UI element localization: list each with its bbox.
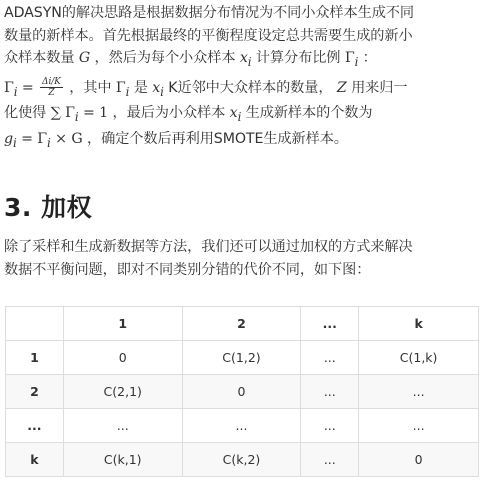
table-cell: ... (301, 409, 359, 443)
row-header-cell: 1 (6, 341, 64, 375)
text-segment: ，其中 (69, 79, 112, 96)
table-row (6, 341, 479, 375)
table-cell: C(2,1) (63, 375, 182, 409)
para1-line4 (4, 74, 482, 102)
row-header-cell: 2 (6, 375, 64, 409)
para2-line1: 除了采样和生成新数据等方法，我们还可以通过加权的方式来解决 (4, 239, 413, 255)
cost-matrix-table (5, 306, 479, 477)
table-cell: ... (301, 375, 359, 409)
para1-line3 (4, 47, 482, 73)
para1-line6 (4, 128, 482, 154)
header-cell: ... (301, 307, 359, 341)
math-gamma-i-def: $\Gamma_i$ = (4, 79, 39, 99)
table-cell: ... (301, 341, 359, 375)
section-heading: 3. 加权 (4, 193, 93, 222)
text-segment: 生成新样本的个数为 (245, 104, 373, 121)
math-G: G (78, 50, 91, 67)
table-cell: ... (301, 443, 359, 477)
text-segment: 是 (133, 79, 148, 96)
para1-line2: 数量的新样本。首先根据最终的平衡程度设定总共需要生成的新小 (4, 27, 413, 44)
text-segment: 计算分布比例 (255, 50, 341, 67)
table-cell: 0 (182, 375, 301, 409)
table-cell: ... (182, 409, 301, 443)
text-segment: 化使得 (4, 104, 47, 121)
math-xi: $x_i$ (152, 79, 164, 99)
table-cell: C(k,2) (182, 443, 301, 477)
text-segment: ： (362, 50, 377, 67)
math-gamma-i: $\Gamma_i$ (115, 79, 130, 99)
table-cell: C(1,2) (182, 341, 301, 375)
para1-line5 (4, 102, 482, 128)
header-cell: 2 (182, 307, 301, 341)
table-row (6, 375, 479, 409)
math-xi: $x_i$ (239, 50, 252, 70)
table-cell: ... (63, 409, 182, 443)
text-segment: 众样本数量 (4, 50, 75, 67)
math-gi-rhs: = $\Gamma_i \times G$ (21, 131, 83, 150)
para1-line1: ADASYN的解决思路是根据数据分布情况为不同小众样本生成不同 (4, 5, 414, 21)
math-fraction: $\frac{\Delta i/K}{Z}$ (42, 77, 61, 99)
weighting-paragraph (4, 236, 482, 281)
table-cell: 0 (359, 443, 479, 477)
adasyn-paragraph (4, 2, 482, 154)
table-cell: C(1,k) (359, 341, 479, 375)
table-row (6, 409, 479, 443)
text-segment: ，然后为每个小众样本 (94, 50, 236, 67)
math-sum: ∑ $\Gamma_i = 1$ (50, 104, 109, 124)
header-cell: 1 (63, 307, 182, 341)
text-segment: K近邻中大众样本的数量， (168, 79, 333, 96)
text-segment: ，确定个数后再利用SMOTE生成新样本。 (87, 131, 348, 148)
text-segment: 用来归一 (351, 79, 408, 96)
table-cell: ... (359, 409, 479, 443)
table-cell: C(k,1) (63, 443, 182, 477)
math-gi-expr: $g_i$ (4, 131, 17, 150)
table-header-row (6, 307, 479, 341)
table-cell: ... (359, 375, 479, 409)
text-segment: ，最后为小众样本 (112, 104, 226, 121)
math-xi: $x_i$ (229, 104, 242, 124)
table-cell: 0 (63, 341, 182, 375)
math-gamma-i: $\Gamma_i$ (344, 50, 359, 70)
row-header-cell: ... (6, 409, 64, 443)
para2-line2: 数据不平衡问题，即对不同类别分错的代价不同，如下图： (4, 261, 371, 278)
header-cell: k (359, 307, 479, 341)
header-cell (6, 307, 64, 341)
math-Z: Z (336, 79, 347, 96)
table-row (6, 443, 479, 477)
row-header-cell: k (6, 443, 64, 477)
